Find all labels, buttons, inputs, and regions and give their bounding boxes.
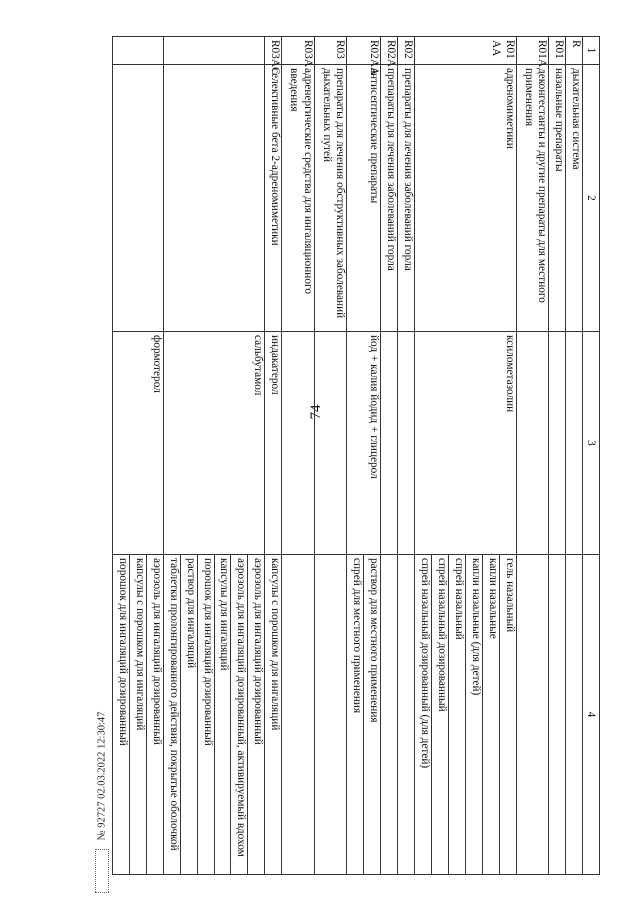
group-name-cell: назальные препараты [549,65,566,332]
dosage-form-cell: капсулы для ингаляций [214,555,231,875]
drug-name-cell: ксилометазолин [415,332,516,555]
table-row [516,37,549,875]
dosage-form-cell [516,555,549,875]
dosage-form-cell [314,555,347,875]
group-name-cell: деконгестанты и другие препараты для местного применения [516,65,549,332]
dosage-form-cell: аэрозоль для ингаляций дозированный [146,555,163,875]
dosage-form-cell [549,555,566,875]
column-header: 2 [583,65,600,332]
dosage-form-cell: аэрозоль для ингаляций дозированный [248,555,265,875]
stamp-seal-icon [95,849,109,893]
drug-name-cell [381,332,398,555]
dosage-form-cell: капсулы с порошком для ингаляций [265,555,282,875]
table-body [113,37,583,875]
drug-name-cell: йод + калия йодид + глицерол [347,332,381,555]
atc-code-cell [113,37,164,65]
drug-name-cell [398,332,415,555]
group-name-cell: селективные бета 2-адреномиметики [265,65,282,332]
table-row [549,37,566,875]
atc-code-cell [163,37,264,65]
atc-code-cell: R02A [381,37,398,65]
dosage-form-cell: капсулы с порошком для ингаляций [130,555,147,875]
atc-code-cell: R01 AA [415,37,516,65]
dosage-form-cell: спрей для местного применения [347,555,364,875]
dosage-form-cell: порошок для ингаляций дозированный [197,555,214,875]
column-header: 1 [583,37,600,65]
drug-name-cell [314,332,347,555]
drug-name-cell [549,332,566,555]
table-row [398,37,415,875]
table-row [499,37,516,875]
dosage-form-cell [282,555,315,875]
drug-name-cell [516,332,549,555]
group-name-cell: препараты для лечения заболеваний горла [398,65,415,332]
table-row [265,37,282,875]
dosage-form-cell: капли назальные [482,555,499,875]
column-header: 3 [583,332,600,555]
atc-code-cell: R03AC [265,37,282,65]
drug-classification-table-container [112,36,600,874]
atc-code-cell: R03A [282,37,315,65]
group-name-cell: адренергические средства для ингаляционного введения [282,65,315,332]
stamp-doc-number: № 92727 [96,801,108,841]
table-header-row [583,37,600,875]
group-name-cell: препараты для лечения обструктивных заболеваний дыхательных путей [314,65,347,332]
dosage-form-cell: аэрозоль для ингаляций дозированный, активируемый вдохом [231,555,248,875]
group-name-cell: антисептические препараты [347,65,381,332]
table-row [248,37,265,875]
drug-name-cell: сальбутамол [163,332,264,555]
atc-code-cell: R03 [314,37,347,65]
atc-code-cell: R01A [516,37,549,65]
group-name-cell: адреномиметики [415,65,516,332]
dosage-form-cell: спрей назальный дозированный (для детей) [415,555,432,875]
table-row [566,37,583,875]
group-name-cell [163,65,264,332]
dosage-form-cell: порошок для ингаляций дозированный [113,555,130,875]
table-row [282,37,315,875]
group-name-cell: дыхательная система [566,65,583,332]
dosage-form-cell: гель назальный [499,555,516,875]
dosage-form-cell [381,555,398,875]
drug-name-cell: индакатерол [265,332,282,555]
dosage-form-cell [398,555,415,875]
column-header: 4 [583,555,600,875]
dosage-form-cell: раствор для местного применения [364,555,381,875]
dosage-form-cell [566,555,583,875]
dosage-form-cell: капли назальные (для детей) [465,555,482,875]
group-name-cell: препараты для лечения заболеваний горла [381,65,398,332]
table-row [364,37,381,875]
stamp-datetime: 02.03.2022 12:30:47 [96,711,108,799]
drug-name-cell: формотерол [113,332,164,555]
dosage-form-cell: спрей назальный [448,555,465,875]
atc-code-cell: R01 [549,37,566,65]
dosage-form-cell: спрей назальный дозированный [432,555,449,875]
group-name-cell [113,65,164,332]
drug-classification-table [112,36,600,875]
table-row [146,37,163,875]
atc-code-cell: R02AA [347,37,381,65]
dosage-form-cell: раствор для ингаляций [180,555,197,875]
table-row [381,37,398,875]
page-number: 74 [308,404,324,420]
table-row [314,37,347,875]
drug-name-cell [566,332,583,555]
dosage-form-cell: таблетки пролонгированного действия, покрытые оболочкой [163,555,180,875]
atc-code-cell: R [566,37,583,65]
drug-name-cell [282,332,315,555]
atc-code-cell: R02 [398,37,415,65]
